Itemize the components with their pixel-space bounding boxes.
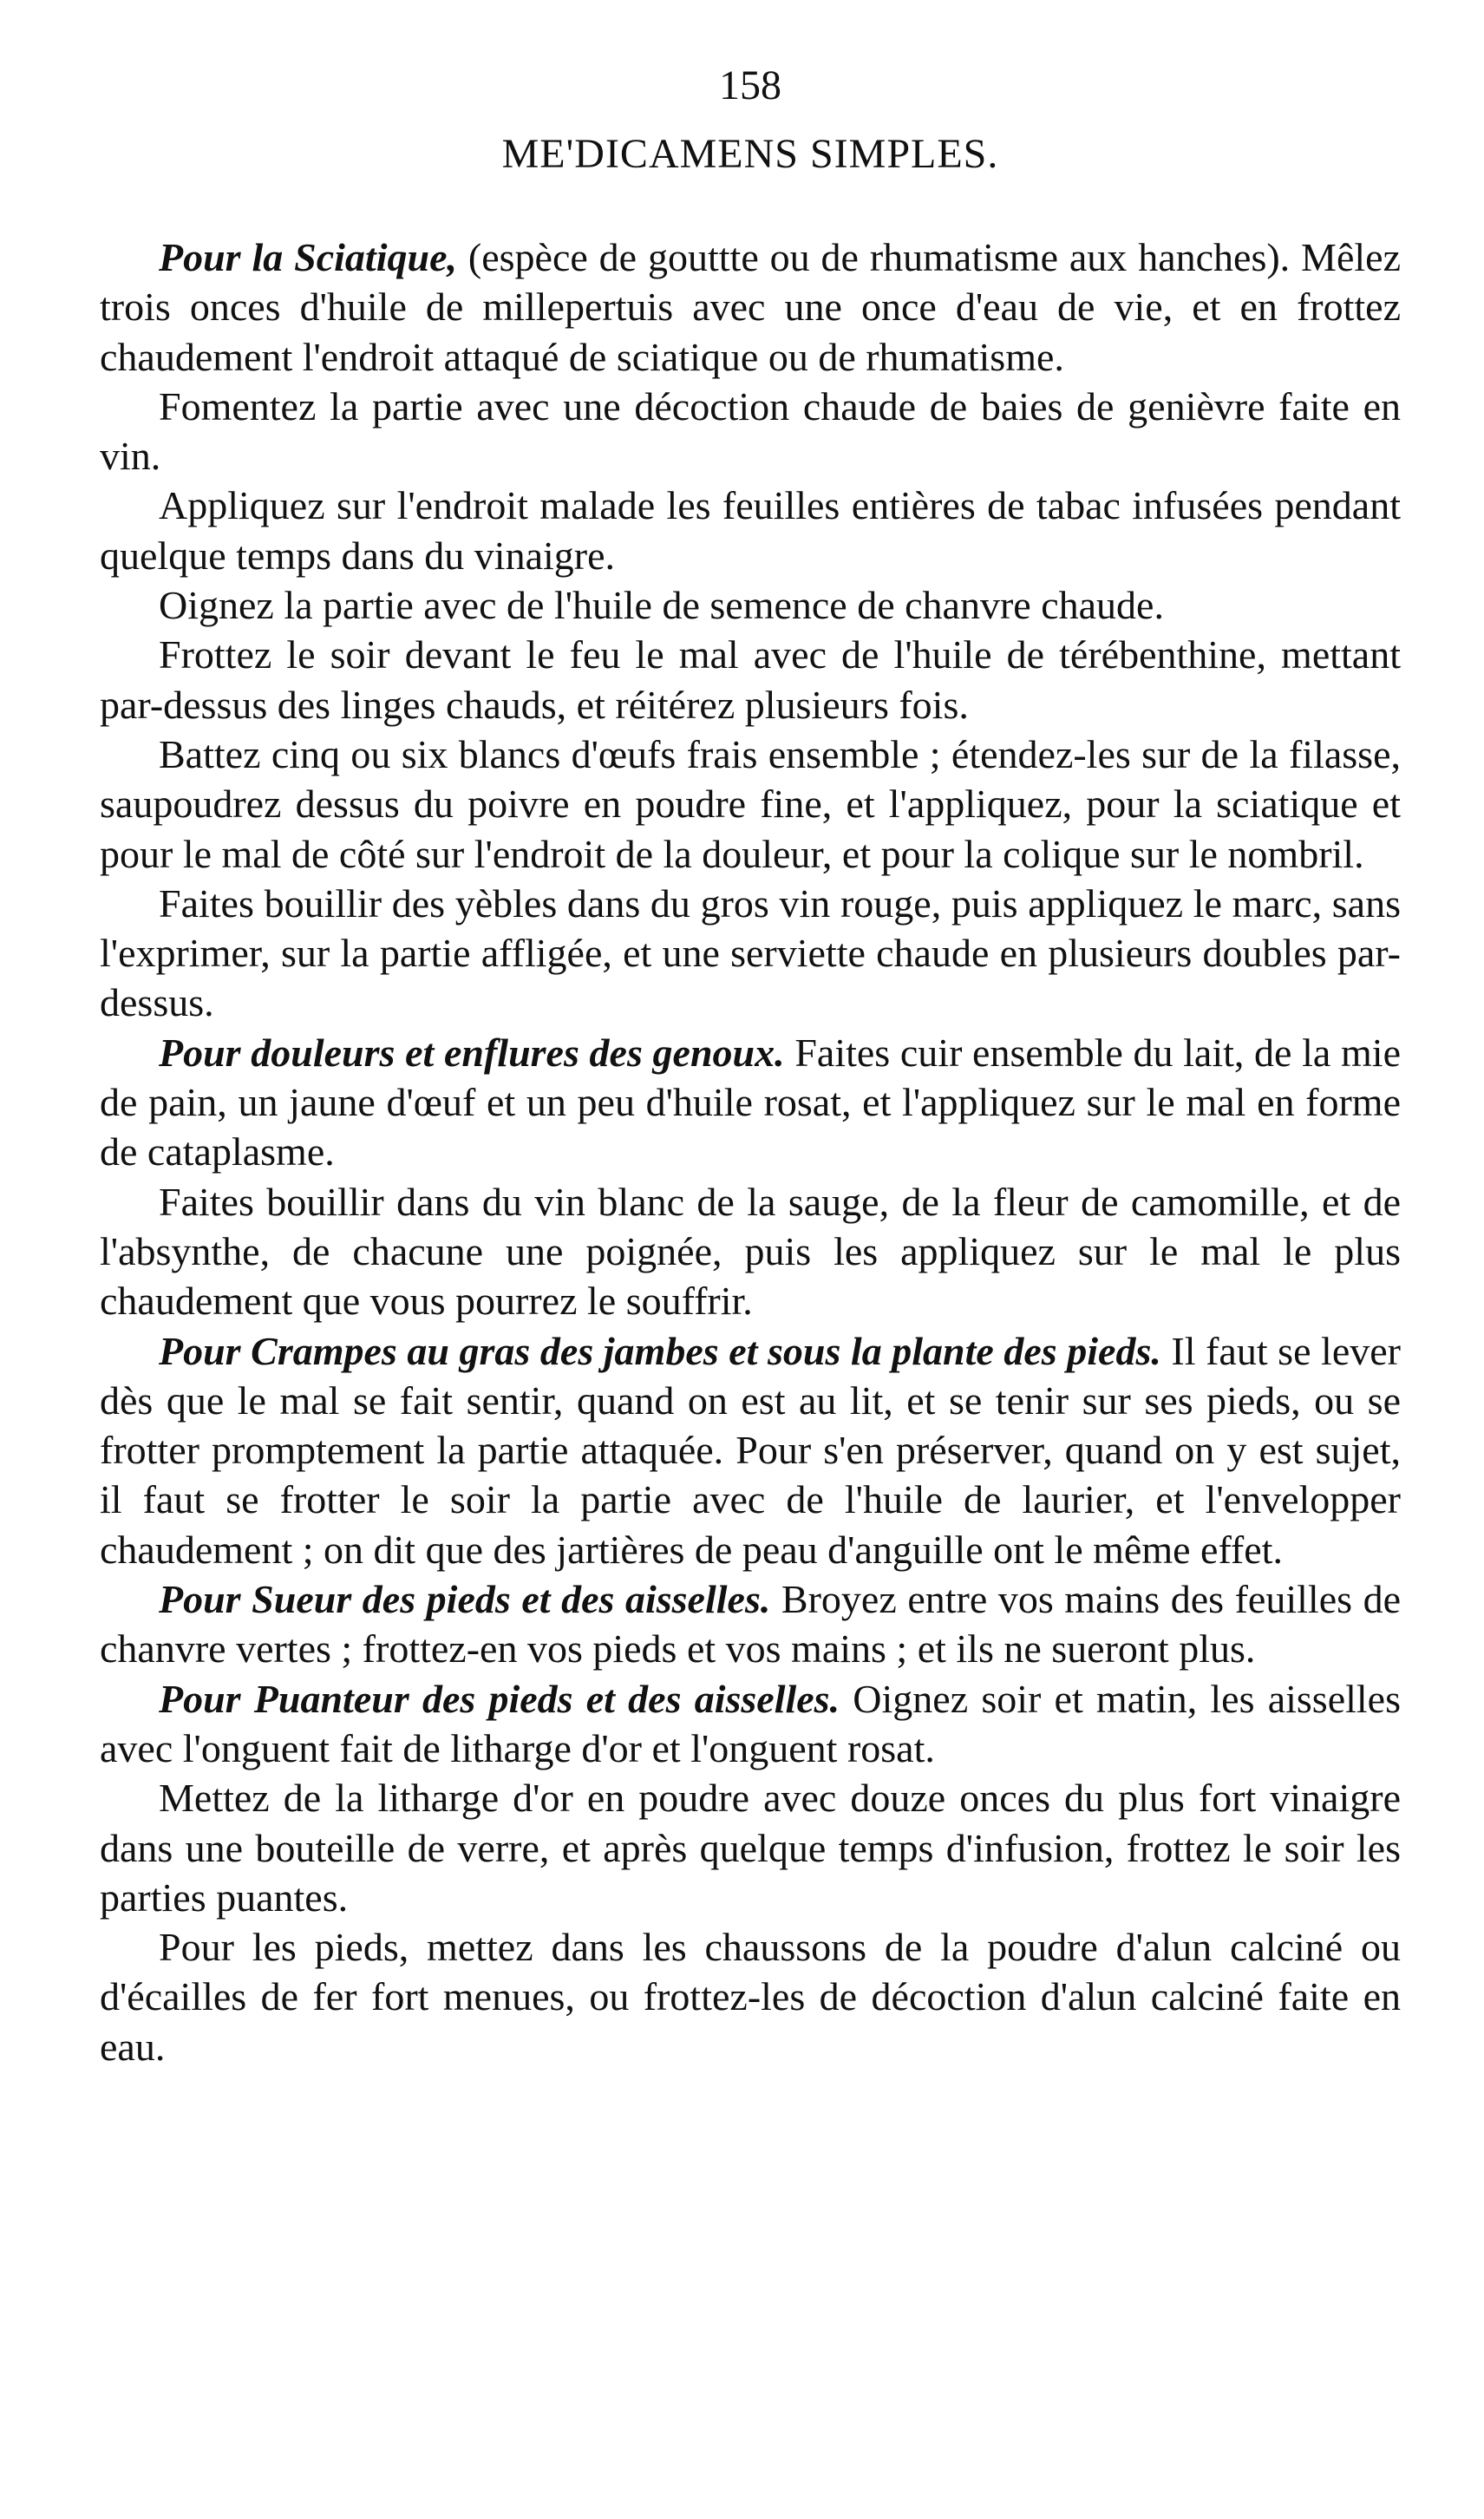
paragraph-text: Mettez de la litharge d'or en poudre avec douze onces du plus fort vinaigre dans une bouteille de verre, et après quelque temps d'infusion, frottez le soir les parties puantes.: [100, 1776, 1401, 1920]
paragraph: [100, 879, 1401, 1028]
paragraph-text: Battez cinq ou six blancs d'œufs frais ensemble ; étendez-les sur de la filasse, saupoudrez dessus du poivre en poudre fine, et l'appliquez, pour la sciatique et pour le mal de côté sur l'endroit de la douleur, et pour la colique sur le nombril.: [100, 731, 1401, 876]
page-title: ME'DICAMENS SIMPLES.: [501, 131, 999, 177]
paragraph-sciatique: [100, 232, 1401, 382]
paragraph-text: Fomentez la partie avec une décoction chaude de baies de genièvre faite en vin.: [100, 383, 1401, 479]
paragraph-text: Oignez soir et matin, les aisselles avec l'onguent fait de litharge d'or et l'onguent rosat.: [100, 1676, 1401, 1770]
paragraph: [100, 630, 1401, 730]
paragraph-text: Frottez le soir devant le feu le mal avec de l'huile de térébenthine, mettant par-dessus des linges chauds, et réitérez plusieurs fois.: [100, 632, 1401, 727]
paragraph-text: Il faut se lever dès que le mal se fait sentir, quand on est au lit, et se tenir sur ses pieds, ou se frotter promptement la partie attaquée. Pour s'en préserver, quand on y est sujet, il faut se frotter le soir la partie avec de l'huile de laurier, et l'envelopper chaudement ; on dit que des jartières de peau d'anguille ont le même effet.: [100, 1328, 1401, 1572]
paragraph: [100, 1177, 1401, 1326]
paragraph-text: Pour les pieds, mettez dans les chaussons de la poudre d'alun calciné ou d'écailles de fer fort menues, ou frottez-les de décoction d'alun calciné faite en eau.: [100, 1925, 1401, 2069]
body-text: [100, 232, 1401, 2071]
paragraph-puanteur: [100, 1674, 1401, 1774]
remedy-heading: Pour la Sciatique,: [159, 235, 457, 279]
book-page: [100, 61, 1401, 2071]
paragraph: [100, 580, 1401, 630]
remedy-heading: Pour douleurs et enflures des genoux.: [159, 1030, 785, 1075]
paragraph-genoux: [100, 1028, 1401, 1177]
remedy-heading: Pour Puanteur des pieds et des aisselles.: [159, 1676, 840, 1721]
paragraph: [100, 382, 1401, 481]
paragraph-text: Faites cuir ensemble du lait, de la mie de pain, un jaune d'œuf et un peu d'huile rosat, et l'appliquez sur le mal en forme de cataplasme.: [100, 1030, 1402, 1174]
paragraph-text: (espèce de gouttte ou de rhumatisme aux hanches). Mêlez trois onces d'huile de millepertuis avec une once d'eau de vie, et en frottez chaudement l'endroit attaqué de sciatique ou de rhumatisme.: [100, 235, 1401, 379]
page-number: 158: [719, 62, 781, 108]
paragraph-text: Faites bouillir dans du vin blanc de la sauge, de la fleur de camomille, et de l'absynthe, de chacune une poignée, puis les appliquez sur le mal le plus chaudement que vous pourrez le souffrir.: [100, 1179, 1401, 1324]
paragraph: [100, 1922, 1401, 2071]
remedy-heading: Pour Sueur des pieds et des aisselles.: [159, 1577, 771, 1622]
paragraph-text: Faites bouillir des yèbles dans du gros vin rouge, puis appliquez le marc, sans l'exprimer, sur la partie affligée, et une serviette chaude en plusieurs doubles par-dessus.: [100, 880, 1401, 1025]
paragraph: [100, 1773, 1401, 1922]
paragraph-text: Oignez la partie avec de l'huile de semence de chanvre chaude.: [159, 583, 1164, 628]
paragraph: [100, 481, 1401, 580]
remedy-heading: Pour Crampes au gras des jambes et sous la plante des pieds.: [159, 1328, 1161, 1373]
paragraph-text: Broyez entre vos mains des feuilles de chanvre vertes ; frottez-en vos pieds et vos mains ; et ils ne sueront plus.: [100, 1577, 1401, 1672]
paragraph: [100, 730, 1401, 879]
paragraph-crampes: [100, 1326, 1401, 1574]
paragraph-text: Appliquez sur l'endroit malade les feuilles entières de tabac infusées pendant quelque temps dans du vinaigre.: [100, 483, 1401, 578]
paragraph-sueur: [100, 1574, 1401, 1674]
